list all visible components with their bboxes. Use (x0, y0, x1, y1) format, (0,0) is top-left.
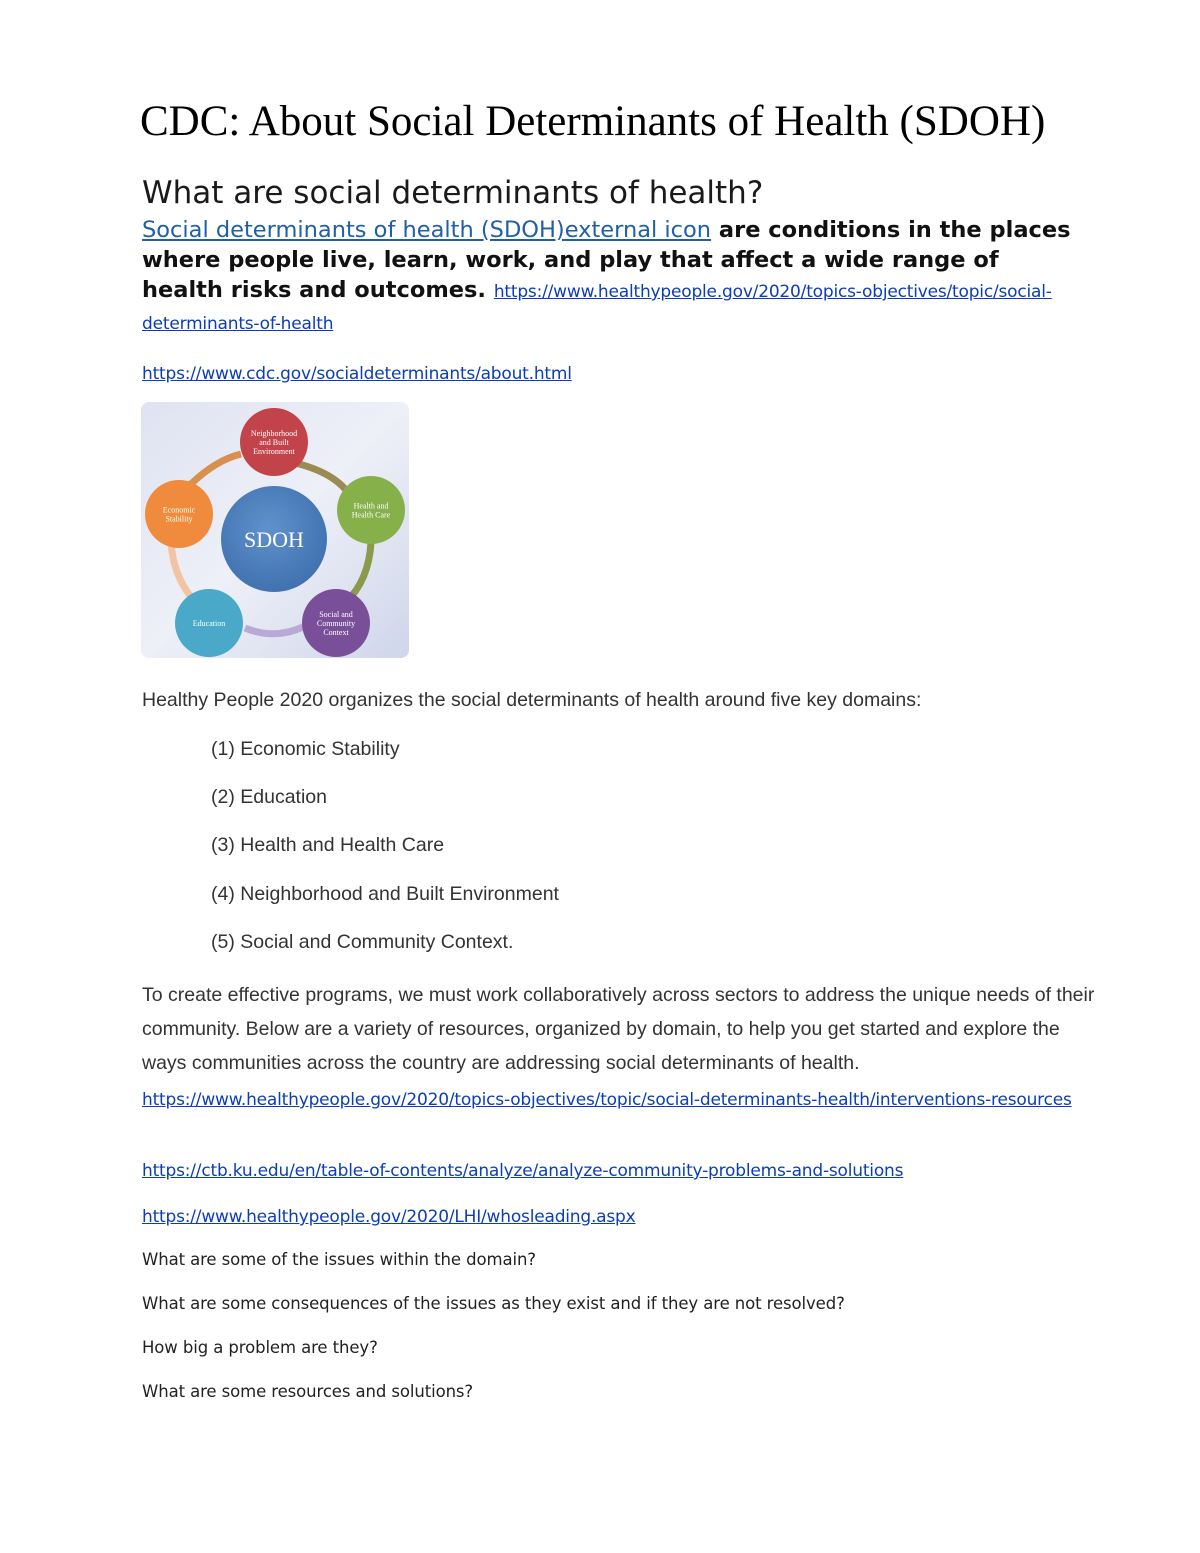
question-item: How big a problem are they? (142, 1338, 378, 1357)
intro-text: are conditions in the places where people live, learn, work, and play that affect a wide range of health risks and outcomes. (142, 217, 1071, 303)
domain-node-label: Economic (162, 505, 196, 515)
intro-paragraph (142, 215, 1072, 339)
sdoh-center-label: SDOH (244, 527, 304, 552)
document-title: CDC: About Social Determinants of Health (SDOH) (140, 98, 1046, 145)
domains-intro: Healthy People 2020 organizes the social determinants of health around five key domains: (142, 689, 922, 711)
section-heading: What are social determinants of health? (142, 175, 764, 211)
healthypeople-sdoh-link[interactable]: https://www.healthypeople.gov/2020/topics-objectives/topic/social-determinants-of-health (142, 282, 1052, 334)
domain-node-label: Neighborhood (250, 429, 298, 438)
question-item: What are some of the issues within the domain? (142, 1250, 536, 1269)
domain-item: (3) Health and Health Care (211, 834, 445, 856)
domain-item: (2) Education (211, 786, 327, 808)
programs-paragraph: To create effective programs, we must work collaboratively across sectors to address the unique needs of their community. Below are a variety of resources, organized by domain, to help you get started and explore the ways communities across the country are addressing social determinants of health. (142, 984, 1095, 1074)
domain-item: (4) Neighborhood and Built Environment (211, 883, 559, 905)
domain-item: (5) Social and Community Context. (211, 931, 514, 953)
sdoh-external-link[interactable]: Social determinants of health (SDOH)external icon (142, 217, 712, 243)
question-item: What are some resources and solutions? (142, 1382, 474, 1401)
interventions-resources-link[interactable]: https://www.healthypeople.gov/2020/topics-objectives/topic/social-determinants-health/interventions-resources (142, 1090, 1072, 1110)
domain-node-label: Context (323, 628, 349, 637)
domain-node-label: and Built (259, 438, 289, 447)
domain-node-label: Environment (253, 447, 295, 456)
ctb-ku-link[interactable]: https://ctb.ku.edu/en/table-of-contents/analyze/analyze-community-problems-and-solutions (142, 1161, 904, 1181)
whos-leading-link[interactable]: https://www.healthypeople.gov/2020/LHI/whosleading.aspx (142, 1207, 636, 1227)
domain-node-label: Health Care (351, 510, 391, 520)
domain-node-label: Social and (319, 610, 353, 619)
domain-item: (1) Economic Stability (211, 738, 400, 760)
domain-node-label: Education (192, 619, 226, 628)
question-item: What are some consequences of the issues as they exist and if they are not resolved? (142, 1294, 845, 1313)
cdc-about-link[interactable]: https://www.cdc.gov/socialdeterminants/about.html (142, 364, 572, 384)
sdoh-diagram (141, 402, 409, 658)
domain-node-label: Health and (353, 501, 389, 511)
domain-node-label: Stability (165, 514, 193, 524)
domain-node-label: Community (316, 619, 356, 628)
